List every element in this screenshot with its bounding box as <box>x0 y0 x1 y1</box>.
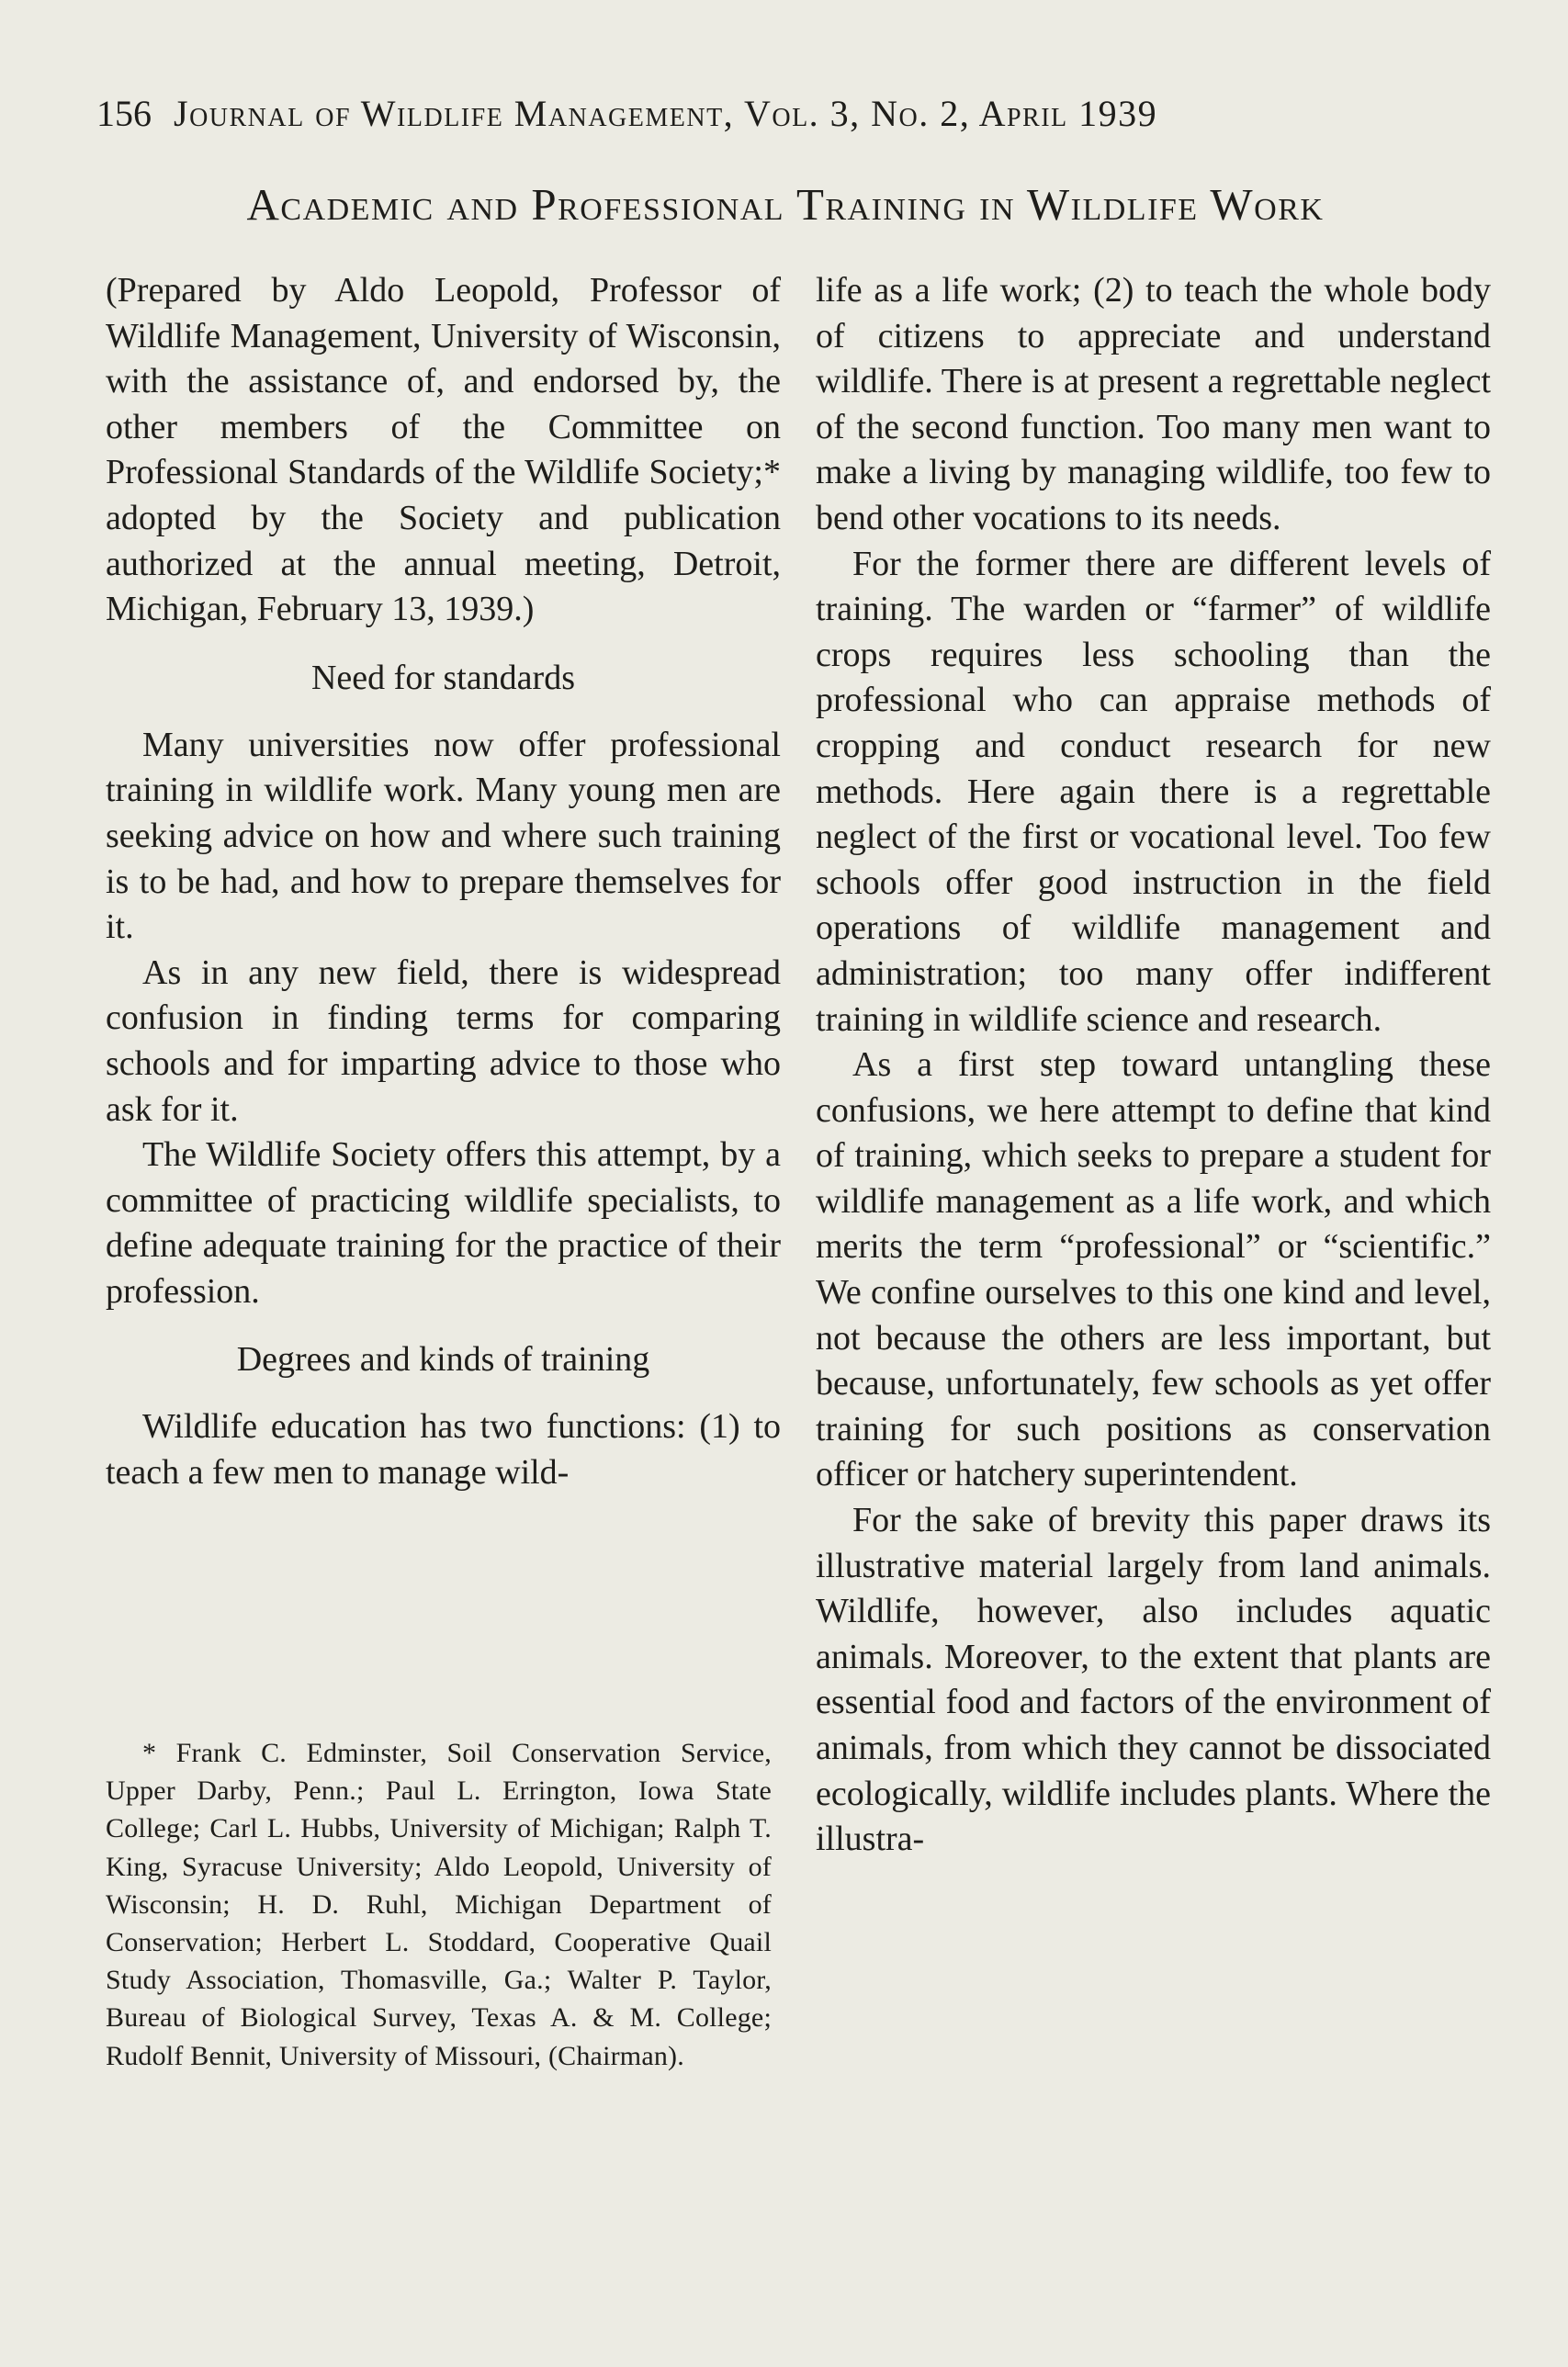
body-paragraph: For the sake of brevity this paper draws its illustrative material largely from land animals. Wildlife, however, also includes aquatic animals. Moreover, to the extent that plants are essential food and factors of the environment of animals, from which they cannot be dissociated ecologically, wildlife includes plants. Where the illustra- <box>816 1501 1491 1859</box>
left-column <box>106 268 781 1496</box>
preamble-paragraph: (Prepared by Aldo Leopold, Professor of Wildlife Management, University of Wisconsin, with the assistance of, and endorsed by, the other members of the Committee on Professional Standards of the Wildlife Society;* adopted by the Society and publication authorized at the annual meeting, Detroit, Michigan, February 13, 1939.) <box>106 271 781 629</box>
page-number: 156 <box>96 93 152 134</box>
right-column <box>816 268 1491 1863</box>
running-head <box>96 90 1392 138</box>
body-paragraph: life as a life work; (2) to teach the whole body of citizens to appreciate and understand wildlife. There is at present a regrettable neglect of the second function. Too many men want to make a living by managing wildlife, too few to bend other vocations to its needs. <box>816 271 1491 537</box>
section-heading-degrees-and-kinds: Degrees and kinds of training <box>236 1340 650 1380</box>
body-paragraph: Many universities now offer professional training in wildlife work. Many young men are seeking advice on how and where such training is to be had, and how to prepare themselves for it. <box>106 725 781 947</box>
body-paragraph: For the former there are different levels of training. The warden or “farmer” of wildlife crops requires less schooling than the professional who can appraise methods of cropping and conduct research for new methods. Here again there is a regrettable neglect of the first or vocational level. Too few schools offer good instruction in the field operations of wildlife management and administration; too many offer indifferent training in wildlife science and research. <box>816 544 1491 1039</box>
article-title: Academic and Professional Training in Wildlife Work <box>246 179 1325 230</box>
section-heading-need-for-standards: Need for standards <box>310 658 575 697</box>
footnote-committee-members: * Frank C. Edminster, Soil Conservation Service, Upper Darby, Penn.; Paul L. Errington, Iowa State College; Carl L. Hubbs, University of Michigan; Ralph T. King, Syracuse University; Aldo Leopold, University of Wisconsin; H. D. Ruhl, Michigan Department of Conservation; Herbert L. Stoddard, Cooperative Quail Study Association, Thomasville, Ga.; Walter P. Taylor, Bureau of Biological Survey, Texas A. & M. College; Rudolf Bennit, University of Missouri, (Chairman). <box>106 1738 772 2071</box>
body-paragraph: The Wildlife Society offers this attempt, by a committee of practicing wildlife specialists, to define adequate training for the practice of their profession. <box>106 1135 781 1311</box>
body-paragraph: As in any new field, there is widespread confusion in finding terms for comparing schools and for imparting advice to those who ask for it. <box>106 952 781 1129</box>
body-paragraph: Wildlife education has two functions: (1) to teach a few men to manage wild- <box>106 1407 781 1493</box>
body-paragraph: As a first step toward untangling these confusions, we here attempt to define that kind of training, which seeks to prepare a student for wildlife management as a life work, and which merits the term “professional” or “scientific.” We confine ourselves to this one kind and level, not because the others are less important, but because, unfortunately, few schools as yet offer training for such positions as conservation officer or hatchery superintendent. <box>816 1045 1491 1494</box>
journal-citation: Journal of Wildlife Management, Vol. 3, No. 2, April 1939 <box>174 93 1158 134</box>
